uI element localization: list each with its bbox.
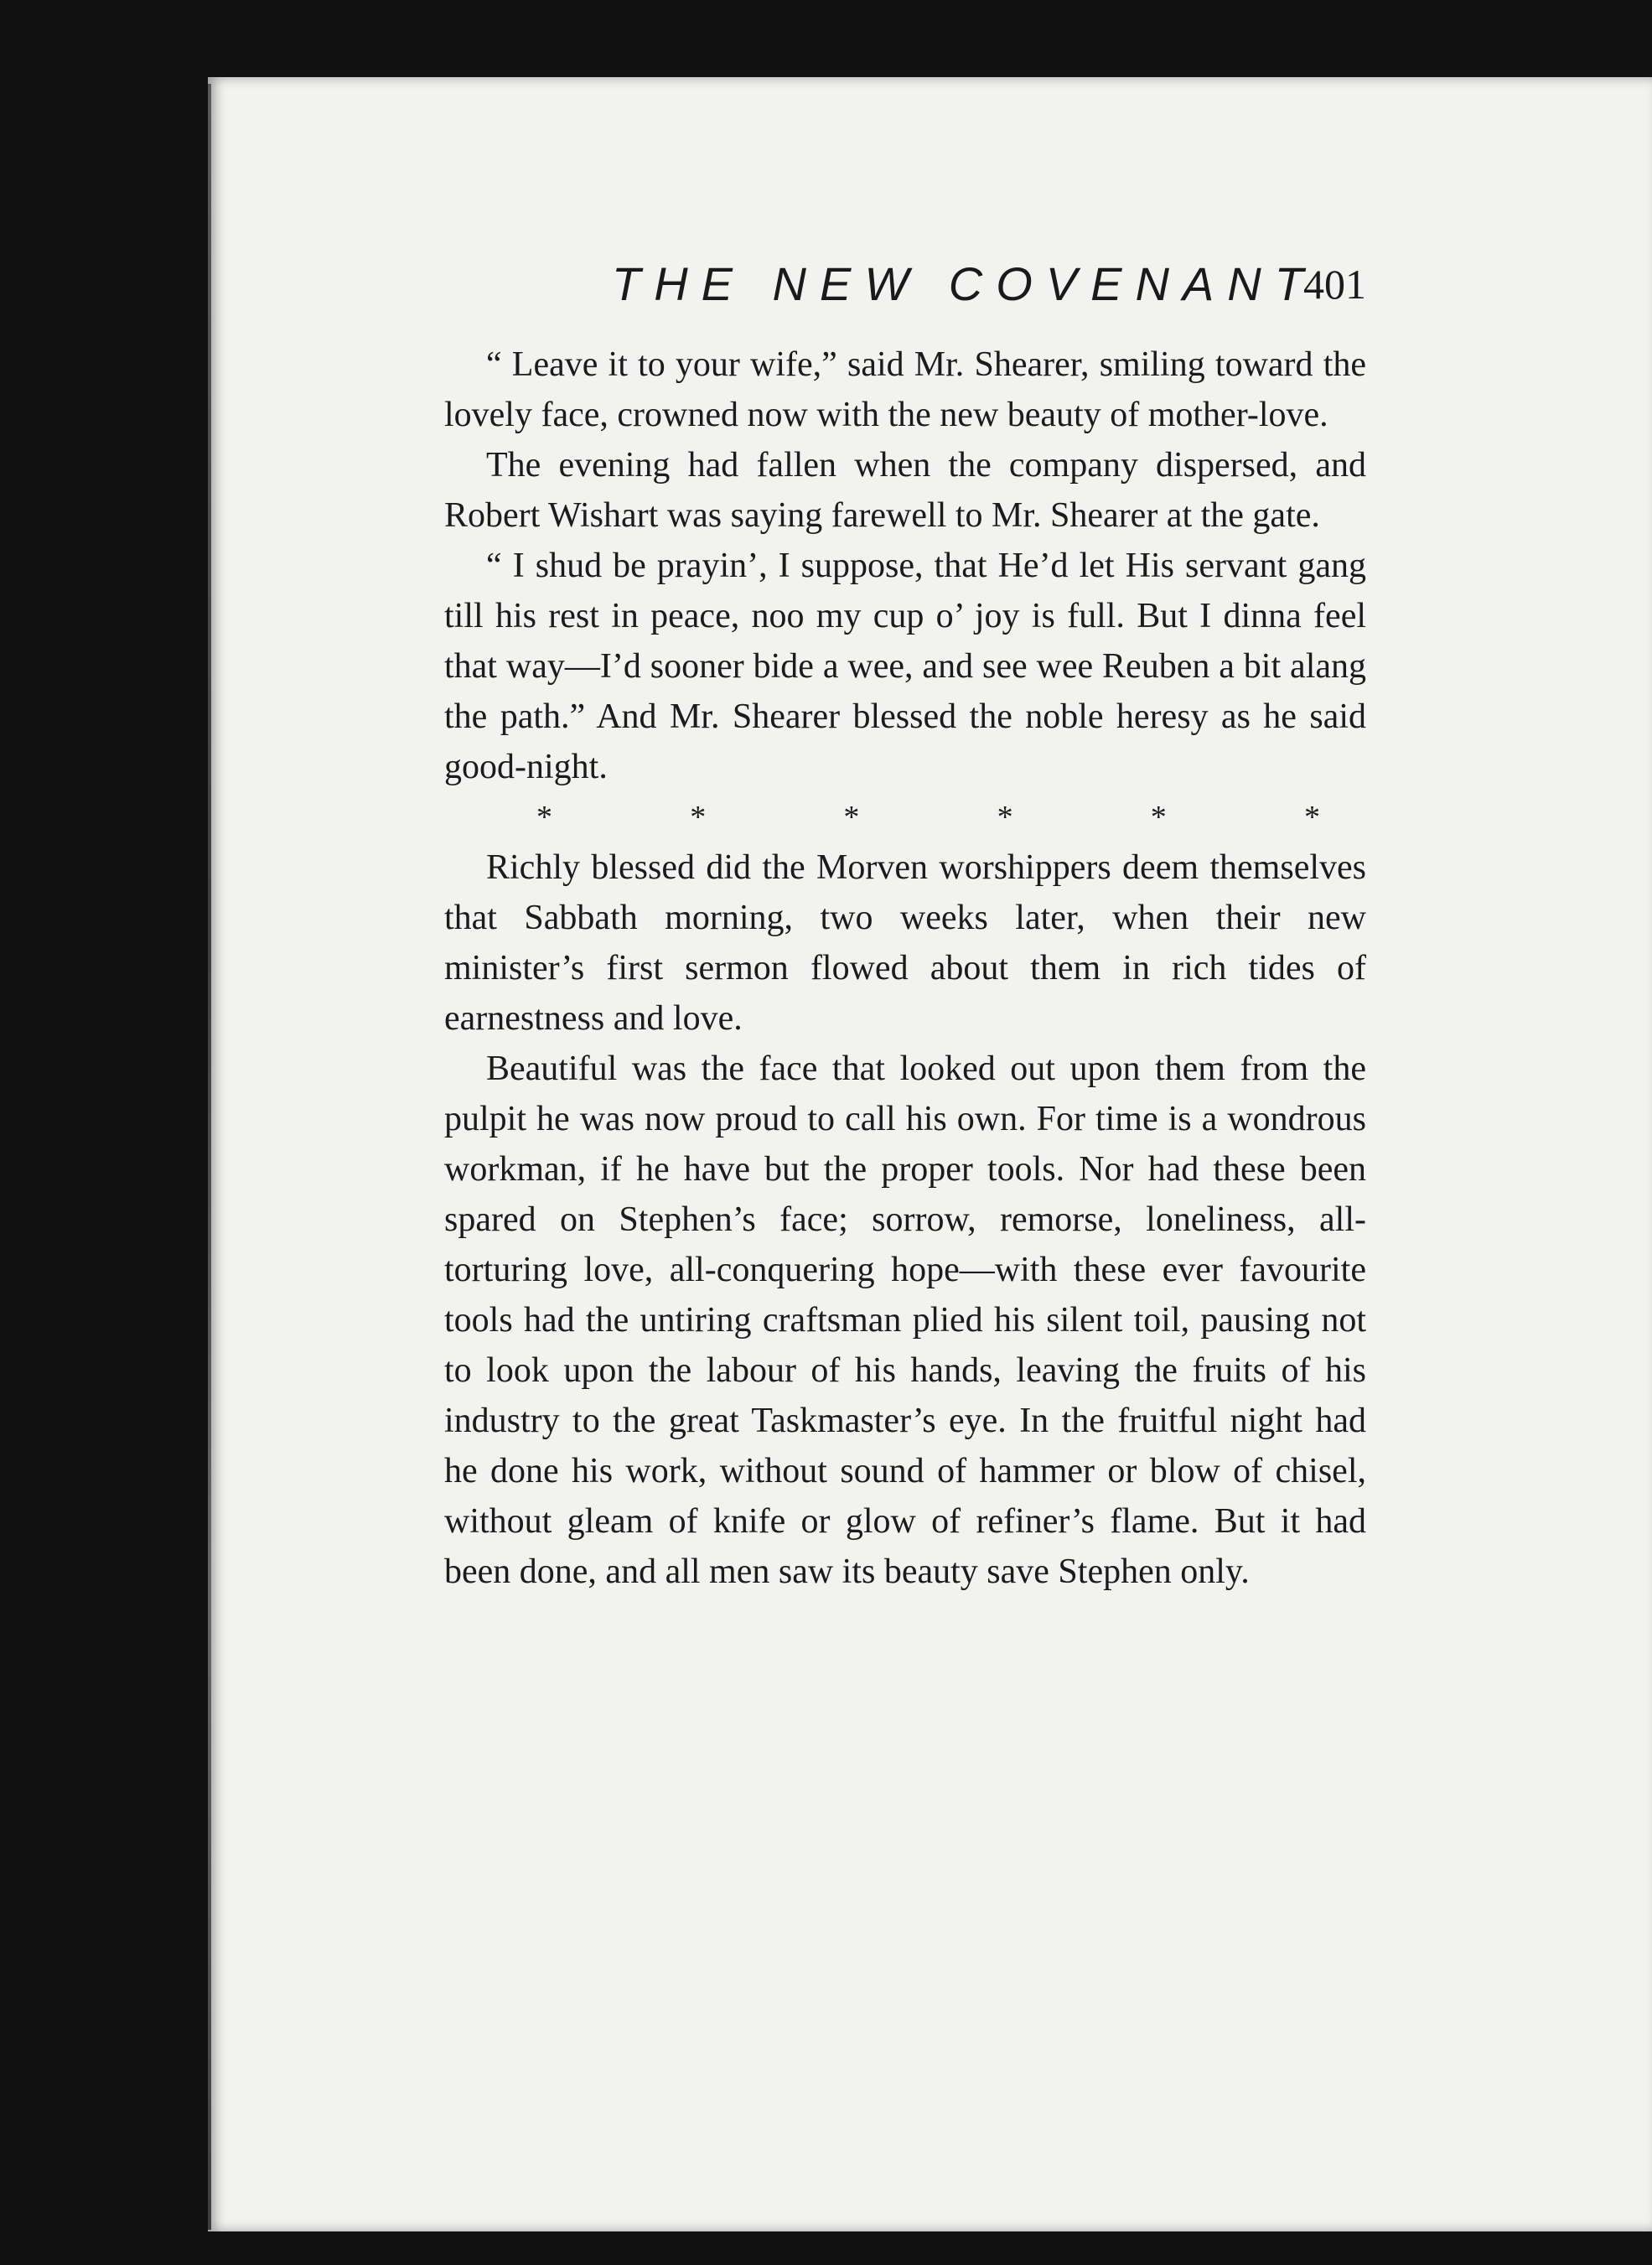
body-text [444, 339, 1366, 1597]
paragraph: “ I shud be prayin’, I suppose, that He’d let His servant gang till his rest in peace, noo my cup o’ joy is full. But I dinna feel that way—I’d sooner bide a wee, and see wee Reuben a bit alang the path.” And Mr. Shearer blessed the noble heresy as he said good-night. [444, 547, 1366, 786]
asterisk: * [1303, 800, 1320, 835]
asterisk: * [690, 800, 707, 835]
asterisk: * [843, 800, 860, 835]
asterisk: * [997, 800, 1013, 835]
paragraph: Richly blessed did the Morven worshippers deem themselves that Sabbath morning, two weeks later, when their new minister’s first sermon flowed about them in rich tides of earnestness and love. [444, 848, 1366, 1038]
asterisk: * [1150, 800, 1167, 835]
paragraph: “ Leave it to your wife,” said Mr. Shearer, smiling toward the lovely face, crowned now with the new beauty of mother-love. [444, 345, 1366, 434]
section-break [444, 792, 1366, 842]
page-header [612, 257, 1366, 324]
paragraph: Beautiful was the face that looked out upon them from the pulpit he was now proud to call his own. For time is a wondrous workman, if he have but the proper tools. Nor had these been spared on Stephen’s face; sorrow, remorse, loneliness, all-torturing love, all-conquering hope—with these ever favourite tools had the untiring craftsman plied his silent toil, pausing not to look upon the labour of his hands, leaving the fruits of his industry to the great Taskmaster’s eye. In the fruitful night had he done his work, without sound of hammer or blow of chisel, without gleam of knife or glow of refiner’s flame. But it had been done, and all men saw its beauty save Stephen only. [444, 1050, 1366, 1591]
paragraph: The evening had fallen when the company dispersed, and Robert Wishart was saying farewell to Mr. Shearer at the gate. [444, 446, 1366, 535]
page-number: 401 [1303, 261, 1366, 308]
asterisk: * [536, 800, 552, 835]
page-gutter [208, 84, 211, 2230]
running-title: THE NEW COVENANT [612, 257, 1317, 310]
